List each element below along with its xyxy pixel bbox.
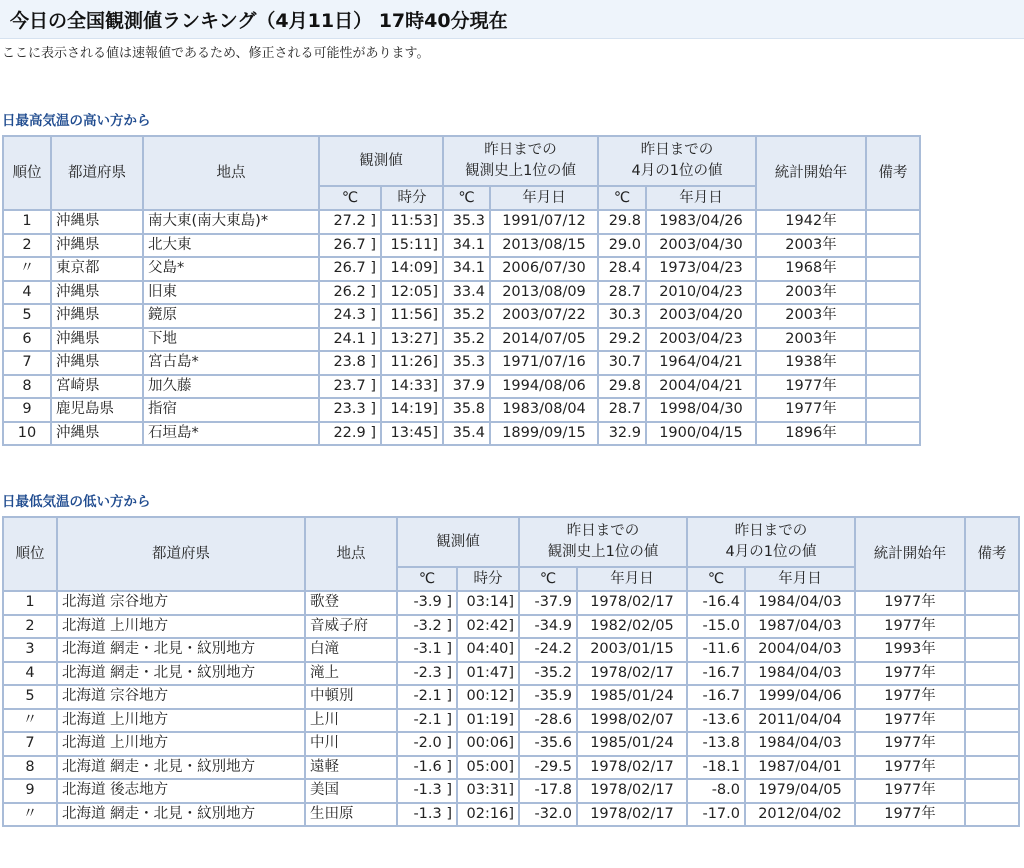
observed-value-cell: 26.7 ] xyxy=(319,257,381,281)
month-date-cell: 1979/04/05 xyxy=(745,779,855,803)
remarks-cell xyxy=(866,257,920,281)
observed-value-cell: 23.3 ] xyxy=(319,398,381,422)
table-row xyxy=(3,732,1019,756)
record-date-cell: 1978/02/17 xyxy=(577,662,687,686)
month-date-cell: 1984/04/03 xyxy=(745,662,855,686)
record-date-cell: 2003/07/22 xyxy=(490,304,598,328)
month-value-cell: 29.8 xyxy=(598,375,646,399)
observed-time-cell: 13:27] xyxy=(381,328,443,352)
observed-value-cell: -3.2 ] xyxy=(397,615,457,639)
point-cell: 加久藤 xyxy=(143,375,319,399)
prefecture-cell: 沖縄県 xyxy=(51,281,143,305)
point-cell: 中川 xyxy=(305,732,397,756)
month-value-cell: -16.7 xyxy=(687,662,745,686)
remarks-cell xyxy=(965,591,1019,615)
table-row xyxy=(3,398,920,422)
record-value-cell: 34.1 xyxy=(443,234,490,258)
rank-cell: 8 xyxy=(3,375,51,399)
remarks-cell xyxy=(965,756,1019,780)
since-year-cell: 2003年 xyxy=(756,328,866,352)
rank-cell: 4 xyxy=(3,281,51,305)
header-mon-date: 年月日 xyxy=(646,186,756,210)
observed-time-cell: 05:00] xyxy=(457,756,519,780)
observed-value-cell: 26.7 ] xyxy=(319,234,381,258)
prefecture-cell: 沖縄県 xyxy=(51,351,143,375)
point-cell: 白滝 xyxy=(305,638,397,662)
month-value-cell: 30.7 xyxy=(598,351,646,375)
point-cell: 宮古島* xyxy=(143,351,319,375)
point-cell: 鏡原 xyxy=(143,304,319,328)
observed-value-cell: 27.2 ] xyxy=(319,210,381,234)
point-cell: 歌登 xyxy=(305,591,397,615)
rank-cell: 3 xyxy=(3,638,57,662)
remarks-cell xyxy=(866,210,920,234)
rank-cell: 10 xyxy=(3,422,51,446)
observed-value-cell: 23.8 ] xyxy=(319,351,381,375)
header-remarks: 備考 xyxy=(866,136,920,210)
point-cell: 下地 xyxy=(143,328,319,352)
month-date-cell: 2004/04/03 xyxy=(745,638,855,662)
month-date-cell: 1964/04/21 xyxy=(646,351,756,375)
record-value-cell: 33.4 xyxy=(443,281,490,305)
prefecture-cell: 北海道 宗谷地方 xyxy=(57,591,305,615)
since-year-cell: 1977年 xyxy=(855,803,965,827)
table-row xyxy=(3,210,920,234)
observed-value-cell: -3.1 ] xyxy=(397,638,457,662)
month-date-cell: 1984/04/03 xyxy=(745,732,855,756)
record-date-cell: 2006/07/30 xyxy=(490,257,598,281)
observed-value-cell: -2.3 ] xyxy=(397,662,457,686)
record-date-cell: 1978/02/17 xyxy=(577,779,687,803)
month-value-cell: 28.4 xyxy=(598,257,646,281)
header-rank: 順位 xyxy=(3,517,57,591)
observed-time-cell: 11:26] xyxy=(381,351,443,375)
observed-time-cell: 04:40] xyxy=(457,638,519,662)
rank-cell: 6 xyxy=(3,328,51,352)
month-date-cell: 1973/04/23 xyxy=(646,257,756,281)
table-row xyxy=(3,234,920,258)
rank-cell: 4 xyxy=(3,662,57,686)
record-value-cell: -29.5 xyxy=(519,756,577,780)
month-value-cell: -13.8 xyxy=(687,732,745,756)
observed-value-cell: -3.9 ] xyxy=(397,591,457,615)
remarks-cell xyxy=(866,234,920,258)
rank-cell: 5 xyxy=(3,304,51,328)
since-year-cell: 1938年 xyxy=(756,351,866,375)
prefecture-cell: 東京都 xyxy=(51,257,143,281)
since-year-cell: 2003年 xyxy=(756,234,866,258)
rank-cell: 7 xyxy=(3,351,51,375)
observed-time-cell: 02:16] xyxy=(457,803,519,827)
prefecture-cell: 北海道 網走・北見・紋別地方 xyxy=(57,756,305,780)
month-value-cell: 29.0 xyxy=(598,234,646,258)
month-value-cell: -16.4 xyxy=(687,591,745,615)
table-row xyxy=(3,281,920,305)
low-temp-ranking-table xyxy=(2,516,1020,827)
record-date-cell: 1985/01/24 xyxy=(577,732,687,756)
observed-time-cell: 02:42] xyxy=(457,615,519,639)
point-cell: 滝上 xyxy=(305,662,397,686)
disclaimer-note: ここに表示される値は速報値であるため、修正される可能性があります。 xyxy=(2,46,430,61)
observed-time-cell: 03:31] xyxy=(457,779,519,803)
remarks-cell xyxy=(866,281,920,305)
table-row xyxy=(3,709,1019,733)
header-point: 地点 xyxy=(305,517,397,591)
observed-time-cell: 01:47] xyxy=(457,662,519,686)
record-date-cell: 2003/01/15 xyxy=(577,638,687,662)
record-date-cell: 1998/02/07 xyxy=(577,709,687,733)
header-prefecture: 都道府県 xyxy=(51,136,143,210)
header-mon-deg: ℃ xyxy=(598,186,646,210)
record-value-cell: 37.9 xyxy=(443,375,490,399)
high-temp-section-title: 日最高気温の高い方から xyxy=(2,113,151,129)
header-remarks: 備考 xyxy=(965,517,1019,591)
since-year-cell: 1968年 xyxy=(756,257,866,281)
header-observed: 観測値 xyxy=(397,517,519,567)
observed-value-cell: -2.1 ] xyxy=(397,685,457,709)
point-cell: 生田原 xyxy=(305,803,397,827)
month-date-cell: 1987/04/03 xyxy=(745,615,855,639)
observed-time-cell: 00:06] xyxy=(457,732,519,756)
record-value-cell: -35.6 xyxy=(519,732,577,756)
remarks-cell xyxy=(965,779,1019,803)
observed-time-cell: 11:53] xyxy=(381,210,443,234)
record-value-cell: 34.1 xyxy=(443,257,490,281)
month-date-cell: 2003/04/30 xyxy=(646,234,756,258)
rank-cell: 〃 xyxy=(3,257,51,281)
record-value-cell: -32.0 xyxy=(519,803,577,827)
record-date-cell: 1982/02/05 xyxy=(577,615,687,639)
prefecture-cell: 北海道 網走・北見・紋別地方 xyxy=(57,662,305,686)
observed-value-cell: -1.3 ] xyxy=(397,779,457,803)
header-prefecture: 都道府県 xyxy=(57,517,305,591)
month-value-cell: 29.2 xyxy=(598,328,646,352)
page-title-text: 今日の全国観測値ランキング（4月11日） 17時40分現在 xyxy=(10,9,508,32)
month-value-cell: -16.7 xyxy=(687,685,745,709)
table-row xyxy=(3,351,920,375)
remarks-cell xyxy=(866,351,920,375)
month-value-cell: -8.0 xyxy=(687,779,745,803)
table-row xyxy=(3,304,920,328)
month-date-cell: 1998/04/30 xyxy=(646,398,756,422)
month-date-cell: 2003/04/20 xyxy=(646,304,756,328)
month-date-cell: 1999/04/06 xyxy=(745,685,855,709)
month-value-cell: 30.3 xyxy=(598,304,646,328)
header-obs-deg: ℃ xyxy=(319,186,381,210)
month-value-cell: -18.1 xyxy=(687,756,745,780)
observed-value-cell: -1.3 ] xyxy=(397,803,457,827)
point-cell: 上川 xyxy=(305,709,397,733)
observed-value-cell: 23.7 ] xyxy=(319,375,381,399)
record-date-cell: 1899/09/15 xyxy=(490,422,598,446)
prefecture-cell: 沖縄県 xyxy=(51,234,143,258)
observed-time-cell: 03:14] xyxy=(457,591,519,615)
month-date-cell: 2010/04/23 xyxy=(646,281,756,305)
since-year-cell: 1977年 xyxy=(855,732,965,756)
observed-value-cell: -2.0 ] xyxy=(397,732,457,756)
since-year-cell: 1942年 xyxy=(756,210,866,234)
month-value-cell: 28.7 xyxy=(598,398,646,422)
prefecture-cell: 北海道 後志地方 xyxy=(57,779,305,803)
observed-value-cell: -1.6 ] xyxy=(397,756,457,780)
table-row xyxy=(3,638,1019,662)
header-obs-deg: ℃ xyxy=(397,567,457,591)
rank-cell: 8 xyxy=(3,756,57,780)
remarks-cell xyxy=(965,638,1019,662)
prefecture-cell: 北海道 上川地方 xyxy=(57,615,305,639)
remarks-cell xyxy=(866,375,920,399)
since-year-cell: 1977年 xyxy=(855,662,965,686)
rank-cell: 7 xyxy=(3,732,57,756)
observed-value-cell: 24.1 ] xyxy=(319,328,381,352)
header-obs-time: 時分 xyxy=(381,186,443,210)
point-cell: 石垣島* xyxy=(143,422,319,446)
table-row xyxy=(3,685,1019,709)
observed-value-cell: -2.1 ] xyxy=(397,709,457,733)
remarks-cell xyxy=(965,685,1019,709)
observed-value-cell: 22.9 ] xyxy=(319,422,381,446)
month-value-cell: -11.6 xyxy=(687,638,745,662)
since-year-cell: 1977年 xyxy=(855,591,965,615)
month-date-cell: 1983/04/26 xyxy=(646,210,756,234)
record-value-cell: -17.8 xyxy=(519,779,577,803)
point-cell: 父島* xyxy=(143,257,319,281)
table-row xyxy=(3,375,920,399)
high-temp-ranking-table xyxy=(2,135,921,446)
table-row xyxy=(3,803,1019,827)
month-date-cell: 1987/04/01 xyxy=(745,756,855,780)
record-date-cell: 2013/08/09 xyxy=(490,281,598,305)
record-value-cell: -34.9 xyxy=(519,615,577,639)
prefecture-cell: 北海道 上川地方 xyxy=(57,709,305,733)
since-year-cell: 1896年 xyxy=(756,422,866,446)
record-value-cell: -35.9 xyxy=(519,685,577,709)
rank-cell: 〃 xyxy=(3,803,57,827)
header-mon-deg: ℃ xyxy=(687,567,745,591)
rank-cell: 1 xyxy=(3,210,51,234)
remarks-cell xyxy=(965,709,1019,733)
record-date-cell: 1971/07/16 xyxy=(490,351,598,375)
table-row xyxy=(3,591,1019,615)
record-value-cell: -37.9 xyxy=(519,591,577,615)
record-date-cell: 1978/02/17 xyxy=(577,756,687,780)
month-date-cell: 2004/04/21 xyxy=(646,375,756,399)
rank-cell: 9 xyxy=(3,779,57,803)
record-value-cell: 35.2 xyxy=(443,304,490,328)
since-year-cell: 1977年 xyxy=(756,398,866,422)
since-year-cell: 1977年 xyxy=(855,756,965,780)
observed-time-cell: 11:56] xyxy=(381,304,443,328)
header-since-year: 統計開始年 xyxy=(756,136,866,210)
observed-time-cell: 14:33] xyxy=(381,375,443,399)
record-date-cell: 1978/02/17 xyxy=(577,591,687,615)
month-value-cell: -17.0 xyxy=(687,803,745,827)
record-value-cell: 35.8 xyxy=(443,398,490,422)
remarks-cell xyxy=(965,803,1019,827)
record-date-cell: 1983/08/04 xyxy=(490,398,598,422)
observed-time-cell: 12:05] xyxy=(381,281,443,305)
month-value-cell: 29.8 xyxy=(598,210,646,234)
month-value-cell: -13.6 xyxy=(687,709,745,733)
prefecture-cell: 北海道 網走・北見・紋別地方 xyxy=(57,803,305,827)
since-year-cell: 1977年 xyxy=(855,685,965,709)
record-date-cell: 2013/08/15 xyxy=(490,234,598,258)
header-month-record: 昨日までの 4月の1位の値 xyxy=(598,136,756,186)
table-row xyxy=(3,615,1019,639)
header-rank: 順位 xyxy=(3,136,51,210)
header-alltime-record: 昨日までの 観測史上1位の値 xyxy=(519,517,687,567)
remarks-cell xyxy=(965,732,1019,756)
month-date-cell: 1900/04/15 xyxy=(646,422,756,446)
remarks-cell xyxy=(866,422,920,446)
header-obs-time: 時分 xyxy=(457,567,519,591)
remarks-cell xyxy=(965,662,1019,686)
rank-cell: 5 xyxy=(3,685,57,709)
observed-value-cell: 26.2 ] xyxy=(319,281,381,305)
prefecture-cell: 北海道 宗谷地方 xyxy=(57,685,305,709)
observed-time-cell: 01:19] xyxy=(457,709,519,733)
point-cell: 音威子府 xyxy=(305,615,397,639)
record-value-cell: -28.6 xyxy=(519,709,577,733)
month-date-cell: 1984/04/03 xyxy=(745,591,855,615)
since-year-cell: 1977年 xyxy=(855,709,965,733)
table-row xyxy=(3,779,1019,803)
observed-time-cell: 14:19] xyxy=(381,398,443,422)
record-value-cell: -35.2 xyxy=(519,662,577,686)
header-point: 地点 xyxy=(143,136,319,210)
since-year-cell: 1977年 xyxy=(756,375,866,399)
point-cell: 中頓別 xyxy=(305,685,397,709)
month-date-cell: 2003/04/23 xyxy=(646,328,756,352)
record-value-cell: 35.3 xyxy=(443,210,490,234)
month-value-cell: 28.7 xyxy=(598,281,646,305)
month-value-cell: -15.0 xyxy=(687,615,745,639)
point-cell: 北大東 xyxy=(143,234,319,258)
month-date-cell: 2011/04/04 xyxy=(745,709,855,733)
point-cell: 指宿 xyxy=(143,398,319,422)
since-year-cell: 2003年 xyxy=(756,281,866,305)
header-rec-date: 年月日 xyxy=(490,186,598,210)
prefecture-cell: 沖縄県 xyxy=(51,328,143,352)
record-date-cell: 2014/07/05 xyxy=(490,328,598,352)
record-date-cell: 1985/01/24 xyxy=(577,685,687,709)
prefecture-cell: 沖縄県 xyxy=(51,210,143,234)
record-value-cell: -24.2 xyxy=(519,638,577,662)
record-date-cell: 1978/02/17 xyxy=(577,803,687,827)
remarks-cell xyxy=(866,398,920,422)
observed-time-cell: 00:12] xyxy=(457,685,519,709)
remarks-cell xyxy=(965,615,1019,639)
table-row xyxy=(3,328,920,352)
header-mon-date: 年月日 xyxy=(745,567,855,591)
since-year-cell: 1977年 xyxy=(855,615,965,639)
point-cell: 遠軽 xyxy=(305,756,397,780)
point-cell: 南大東(南大東島)* xyxy=(143,210,319,234)
header-since-year: 統計開始年 xyxy=(855,517,965,591)
rank-cell: 9 xyxy=(3,398,51,422)
prefecture-cell: 北海道 上川地方 xyxy=(57,732,305,756)
header-rec-deg: ℃ xyxy=(443,186,490,210)
observed-value-cell: 24.3 ] xyxy=(319,304,381,328)
prefecture-cell: 宮崎県 xyxy=(51,375,143,399)
table-row xyxy=(3,662,1019,686)
rank-cell: 2 xyxy=(3,615,57,639)
header-rec-deg: ℃ xyxy=(519,567,577,591)
header-month-record: 昨日までの 4月の1位の値 xyxy=(687,517,855,567)
rank-cell: 〃 xyxy=(3,709,57,733)
header-alltime-record: 昨日までの 観測史上1位の値 xyxy=(443,136,598,186)
remarks-cell xyxy=(866,304,920,328)
header-rec-date: 年月日 xyxy=(577,567,687,591)
record-date-cell: 1994/08/06 xyxy=(490,375,598,399)
remarks-cell xyxy=(866,328,920,352)
prefecture-cell: 沖縄県 xyxy=(51,422,143,446)
low-temp-section-title: 日最低気温の低い方から xyxy=(2,494,151,510)
rank-cell: 1 xyxy=(3,591,57,615)
month-date-cell: 2012/04/02 xyxy=(745,803,855,827)
prefecture-cell: 北海道 網走・北見・紋別地方 xyxy=(57,638,305,662)
month-value-cell: 32.9 xyxy=(598,422,646,446)
since-year-cell: 2003年 xyxy=(756,304,866,328)
since-year-cell: 1977年 xyxy=(855,779,965,803)
record-date-cell: 1991/07/12 xyxy=(490,210,598,234)
record-value-cell: 35.4 xyxy=(443,422,490,446)
observed-time-cell: 13:45] xyxy=(381,422,443,446)
table-row xyxy=(3,756,1019,780)
rank-cell: 2 xyxy=(3,234,51,258)
page-title xyxy=(0,0,1024,39)
prefecture-cell: 沖縄県 xyxy=(51,304,143,328)
record-value-cell: 35.3 xyxy=(443,351,490,375)
point-cell: 旧東 xyxy=(143,281,319,305)
table-row xyxy=(3,257,920,281)
observed-time-cell: 15:11] xyxy=(381,234,443,258)
observed-time-cell: 14:09] xyxy=(381,257,443,281)
record-value-cell: 35.2 xyxy=(443,328,490,352)
since-year-cell: 1993年 xyxy=(855,638,965,662)
header-observed: 観測値 xyxy=(319,136,443,186)
table-row xyxy=(3,422,920,446)
point-cell: 美国 xyxy=(305,779,397,803)
prefecture-cell: 鹿児島県 xyxy=(51,398,143,422)
